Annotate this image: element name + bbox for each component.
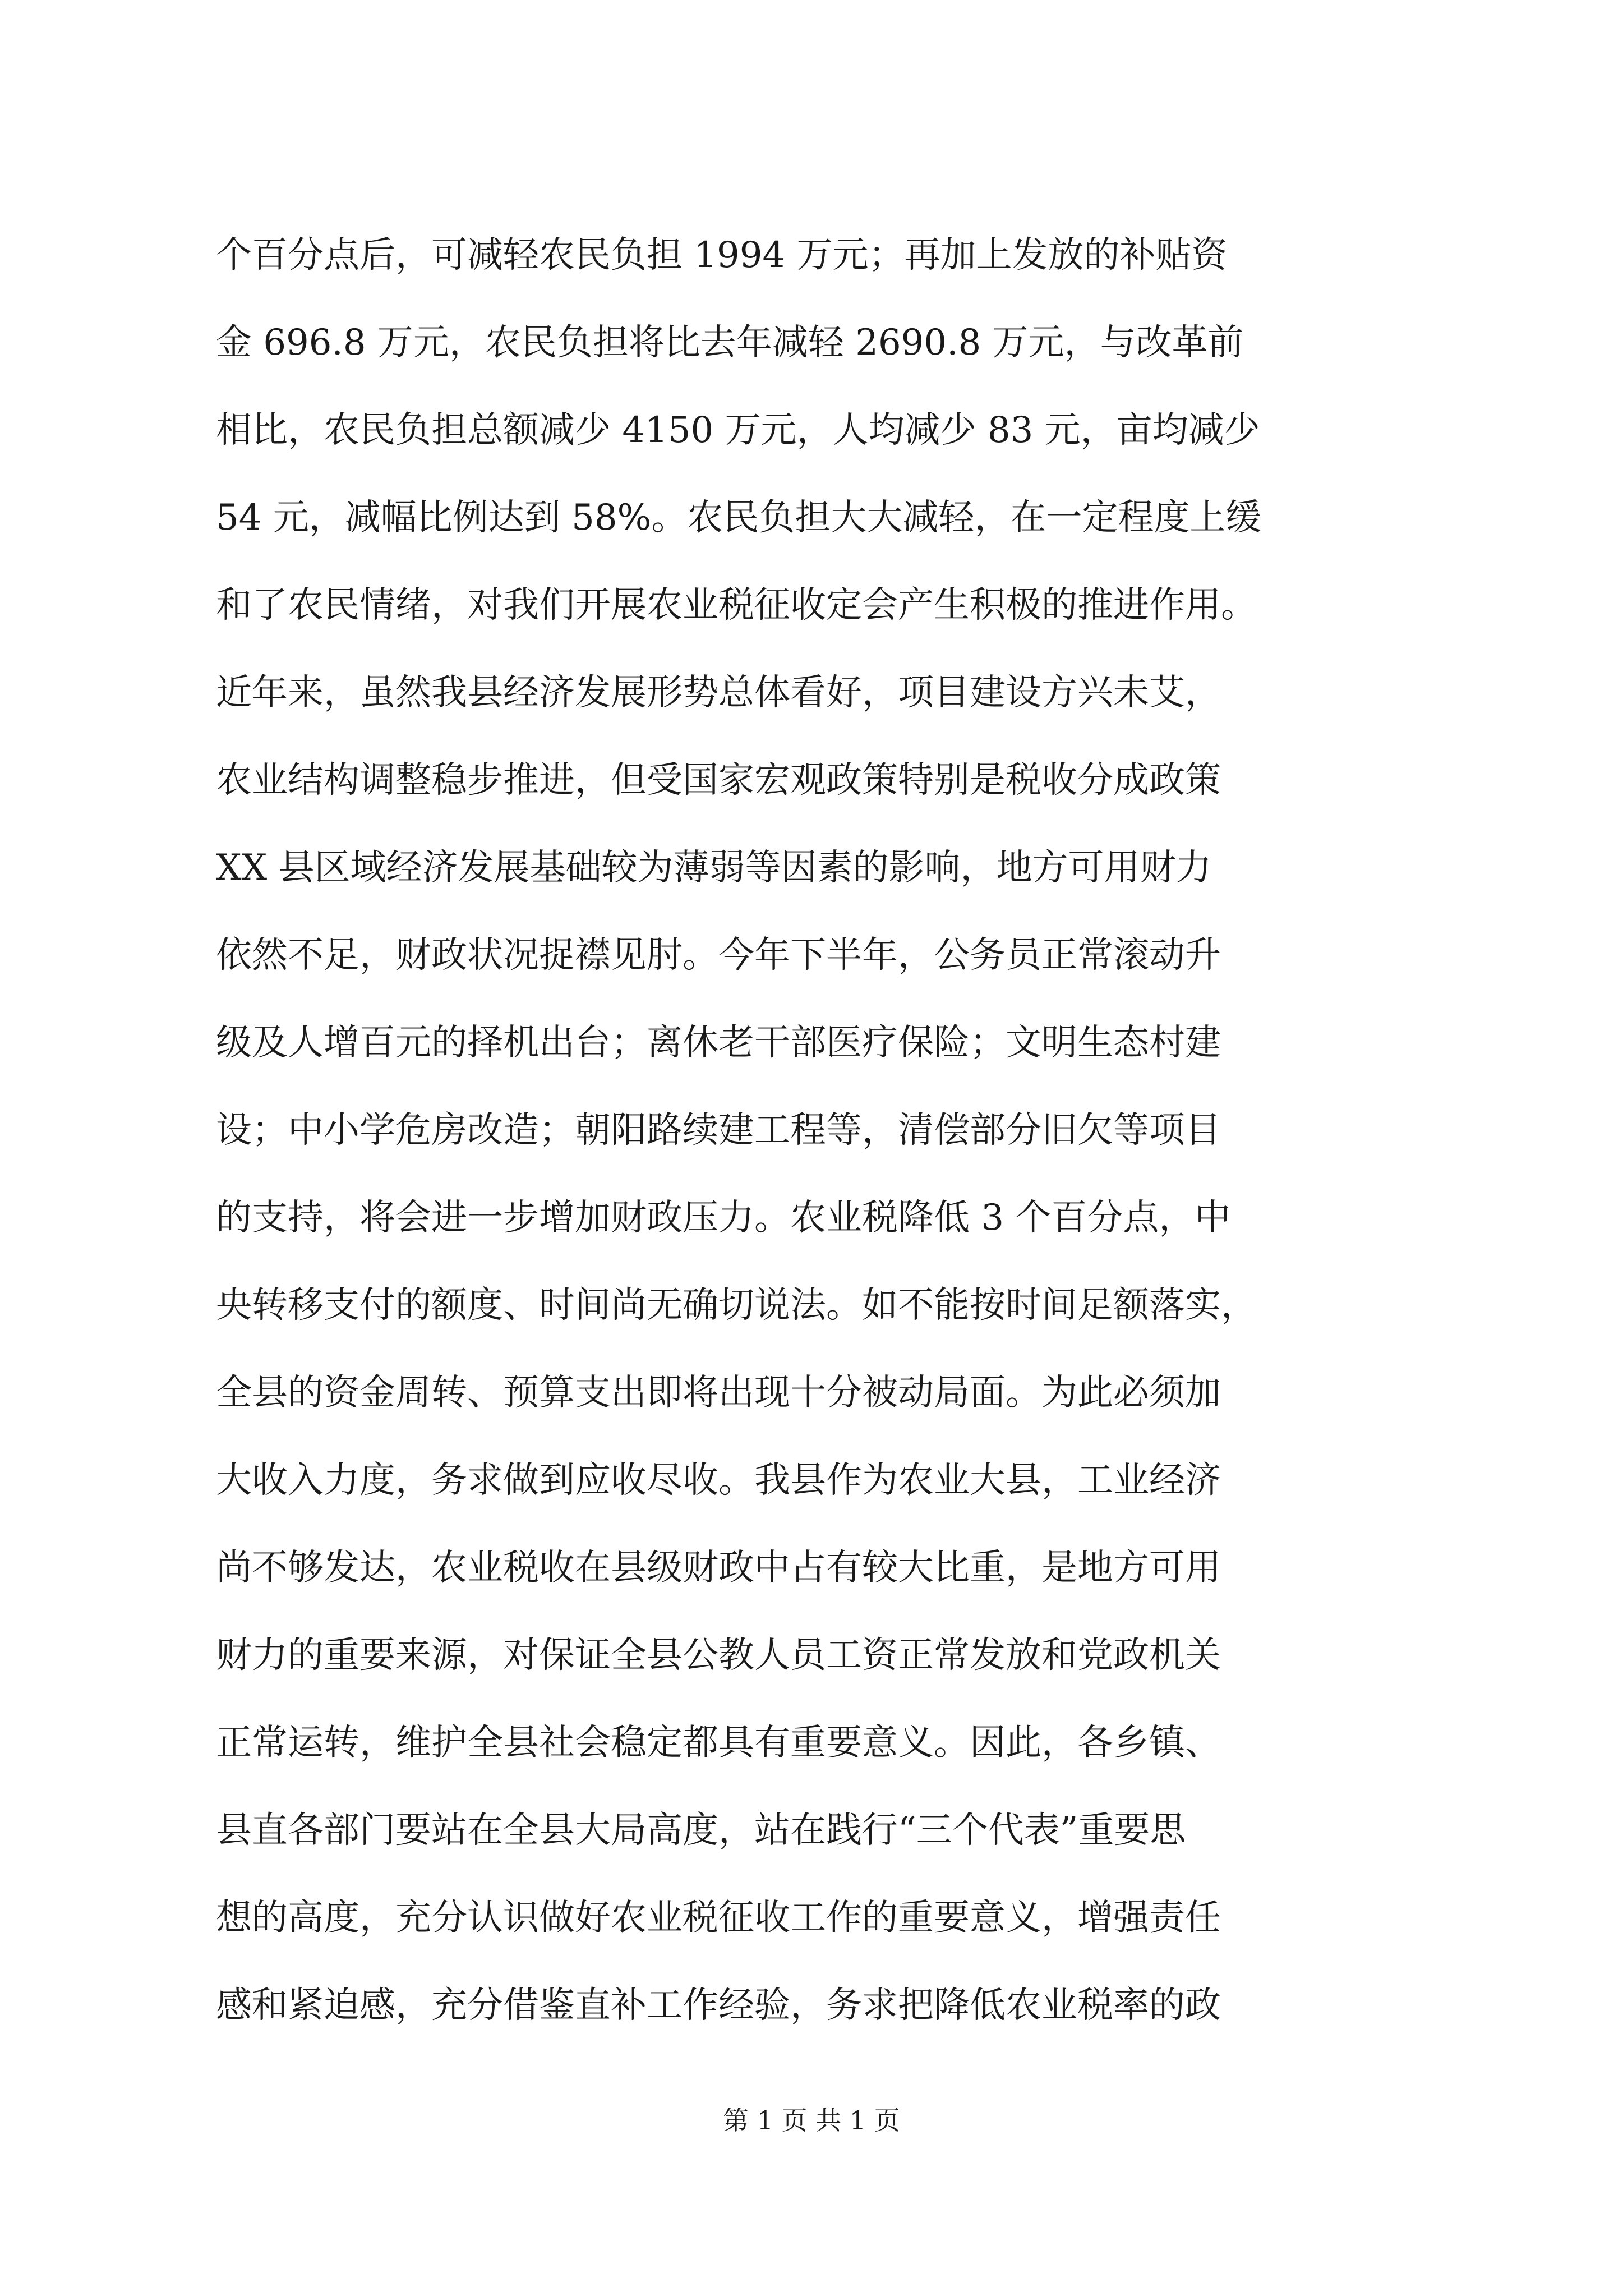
text-line: 依然不足，财政状况捉襟见肘。今年下半年，公务员正常滚动升 xyxy=(216,935,1221,976)
text-line: 财力的重要来源，对保证全县公教人员工资正常发放和党政机关 xyxy=(216,1635,1221,1676)
text-line: 相比，农民负担总额减少 4150 万元，人均减少 83 元，亩均减少 xyxy=(216,409,1260,451)
text-line: 尚不够发达，农业税收在县级财政中占有较大比重，是地方可用 xyxy=(216,1547,1221,1589)
page-number: 第 1 页 共 1 页 xyxy=(723,2105,900,2136)
text-line: 正常运转，维护全县社会稳定都具有重要意义。因此，各乡镇、 xyxy=(216,1722,1221,1764)
page-footer xyxy=(0,2101,1623,2140)
text-line: 想的高度，充分认识做好农业税征收工作的重要意义，增强责任 xyxy=(216,1897,1221,1939)
text-line: 设；中小学危房改造；朝阳路续建工程等，清偿部分旧欠等项目 xyxy=(216,1110,1221,1151)
text-line: XX 县区域经济发展基础较为薄弱等因素的影响，地方可用财力 xyxy=(216,847,1212,889)
text-line: 县直各部门要站在全县大局高度，站在践行“三个代表”重要思 xyxy=(216,1810,1186,1851)
text-line: 大收入力度，务求做到应收尽收。我县作为农业大县，工业经济 xyxy=(216,1460,1221,1501)
text-line: 金 696.8 万元，农民负担将比去年减轻 2690.8 万元，与改革前 xyxy=(216,322,1244,364)
text-line: 农业结构调整稳步推进，但受国家宏观政策特别是税收分成政策 xyxy=(216,760,1221,801)
text-line: 的支持，将会进一步增加财政压力。农业税降低 3 个百分点，中 xyxy=(216,1197,1231,1239)
text-line: 感和紧迫感，充分借鉴直补工作经验，务求把降低农业税率的政 xyxy=(216,1985,1221,2026)
text-line: 央转移支付的额度、时间尚无确切说法。如不能按时间足额落实， xyxy=(216,1285,1257,1326)
text-line: 级及人增百元的择机出台；离休老干部医疗保险；文明生态村建 xyxy=(216,1022,1221,1064)
text-line: 全县的资金周转、预算支出即将出现十分被动局面。为此必须加 xyxy=(216,1372,1221,1414)
text-line: 个百分点后，可减轻农民负担 1994 万元；再加上发放的补贴资 xyxy=(216,234,1228,276)
text-line: 54 元，减幅比例达到 58%。农民负担大大减轻，在一定程度上缓 xyxy=(216,497,1262,539)
text-line: 近年来，虽然我县经济发展形势总体看好，项目建设方兴未艾， xyxy=(216,672,1221,714)
text-line: 和了农民情绪，对我们开展农业税征收定会产生积极的推进作用。 xyxy=(216,585,1257,626)
